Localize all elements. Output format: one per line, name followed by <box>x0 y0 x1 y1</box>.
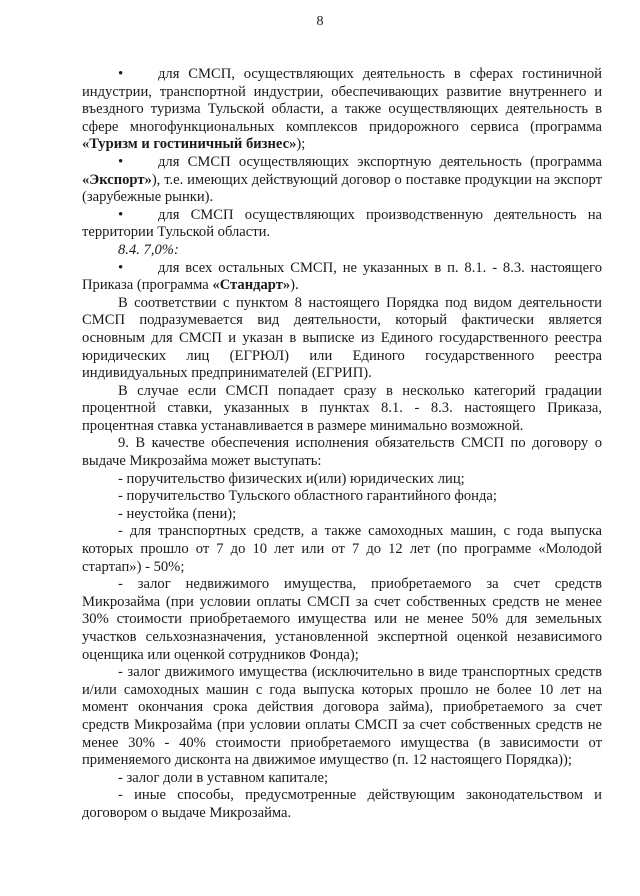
bullet-icon: • <box>118 259 124 276</box>
list-item: - залог движимого имущества (исключительно в виде транспортных средств и/или самоходных машин с года выпуска которых прошло не более 10 лет на момент окончания срока действия договора займа), приобретаемого за счет средств Микрозайма (при условии оплаты СМСП за счет собственных средств не менее 30% - 40% стоимости приобретаемого имущества (в зависимости от применяемого дисконта на движимое имущество (п. 12 настоящего Порядка)); <box>82 664 602 769</box>
bullet-icon: • <box>118 153 124 170</box>
program-name-export: «Экспорт» <box>82 171 152 188</box>
bullet-paragraph-export: • для СМСП осуществляющих экспортную деятельность (программа «Экспорт»), т.е. имеющих действующий договор о поставке продукции на экспорт (зарубежные рынки). <box>82 153 602 206</box>
list-item: - иные способы, предусмотренные действующим законодательством и договором о выдаче Микрозайма. <box>82 787 602 821</box>
list-item: - поручительство физических и(или) юридических лиц; <box>118 470 465 487</box>
program-name-tourism: «Туризм и гостиничный бизнес» <box>82 136 297 153</box>
page-number: 8 <box>316 14 324 29</box>
document-body <box>82 66 602 823</box>
list-item: - неустойка (пени); <box>118 505 237 522</box>
paragraph-item-9: 9. В качестве обеспечения исполнения обязательств СМСП по договору о выдаче Микрозайма может выступать: <box>82 435 602 470</box>
list-item: - для транспортных средств, а также самоходных машин, с года выпуска которых прошло от 7 до 10 лет или от 7 до 12 лет (по программе «Молодой стартап») - 50%; <box>82 523 602 575</box>
bullet-paragraph-standard: • для всех остальных СМСП, не указанных в п. 8.1. - 8.3. настоящего Приказа (программа «Стандарт»). <box>82 259 602 294</box>
bullet-paragraph-production: • для СМСП осуществляющих производственную деятельность на территории Тульской области. <box>82 206 602 241</box>
bullet-paragraph-tourism: • для СМСП, осуществляющих деятельность в сферах гостиничной индустрии, транспортной индустрии, обеспечивающих развитие внутреннего и въездного туризма Тульской области, а также осуществляющих деятельность в сфере многофункциональных комплексов придорожного сервиса (программа «Туризм и гостиничный бизнес»); <box>82 66 602 153</box>
list-item: - залог доли в уставном капитале; <box>118 769 329 786</box>
list-item: - залог недвижимого имущества, приобретаемого за счет средств Микрозайма (при условии оплаты СМСП за счет собственных средств не менее 30% стоимости приобретаемого имущества или не менее 50% для земельных участков сельхозназначения, установленной экспертной оценкой независимого оценщика или оценкой сотрудников Фонда); <box>82 576 602 663</box>
paragraph-activity-type: В соответствии с пунктом 8 настоящего Порядка под видом деятельности СМСП подразумевается вид деятельности, который фактически является основным для СМСП и указан в выписке из Единого государственного реестра юридических лиц (ЕГРЮЛ) или Единого государственного реестра индивидуальных предпринимателей (ЕГРИП). <box>82 294 602 382</box>
paragraph-multiple-categories: В случае если СМСП попадает сразу в несколько категорий градации процентной ставки, указанных в пунктах 8.1. - 8.3. настоящего Приказа, процентная ставка устанавливается в размере минимально возможной. <box>82 382 602 434</box>
item-8-4-label: 8.4. 7,0%: <box>118 241 179 258</box>
bullet-icon: • <box>118 66 124 82</box>
program-name-standard: «Стандарт» <box>212 277 291 294</box>
list-item: - поручительство Тульского областного гарантийного фонда; <box>118 488 497 505</box>
bullet-icon: • <box>118 206 124 223</box>
